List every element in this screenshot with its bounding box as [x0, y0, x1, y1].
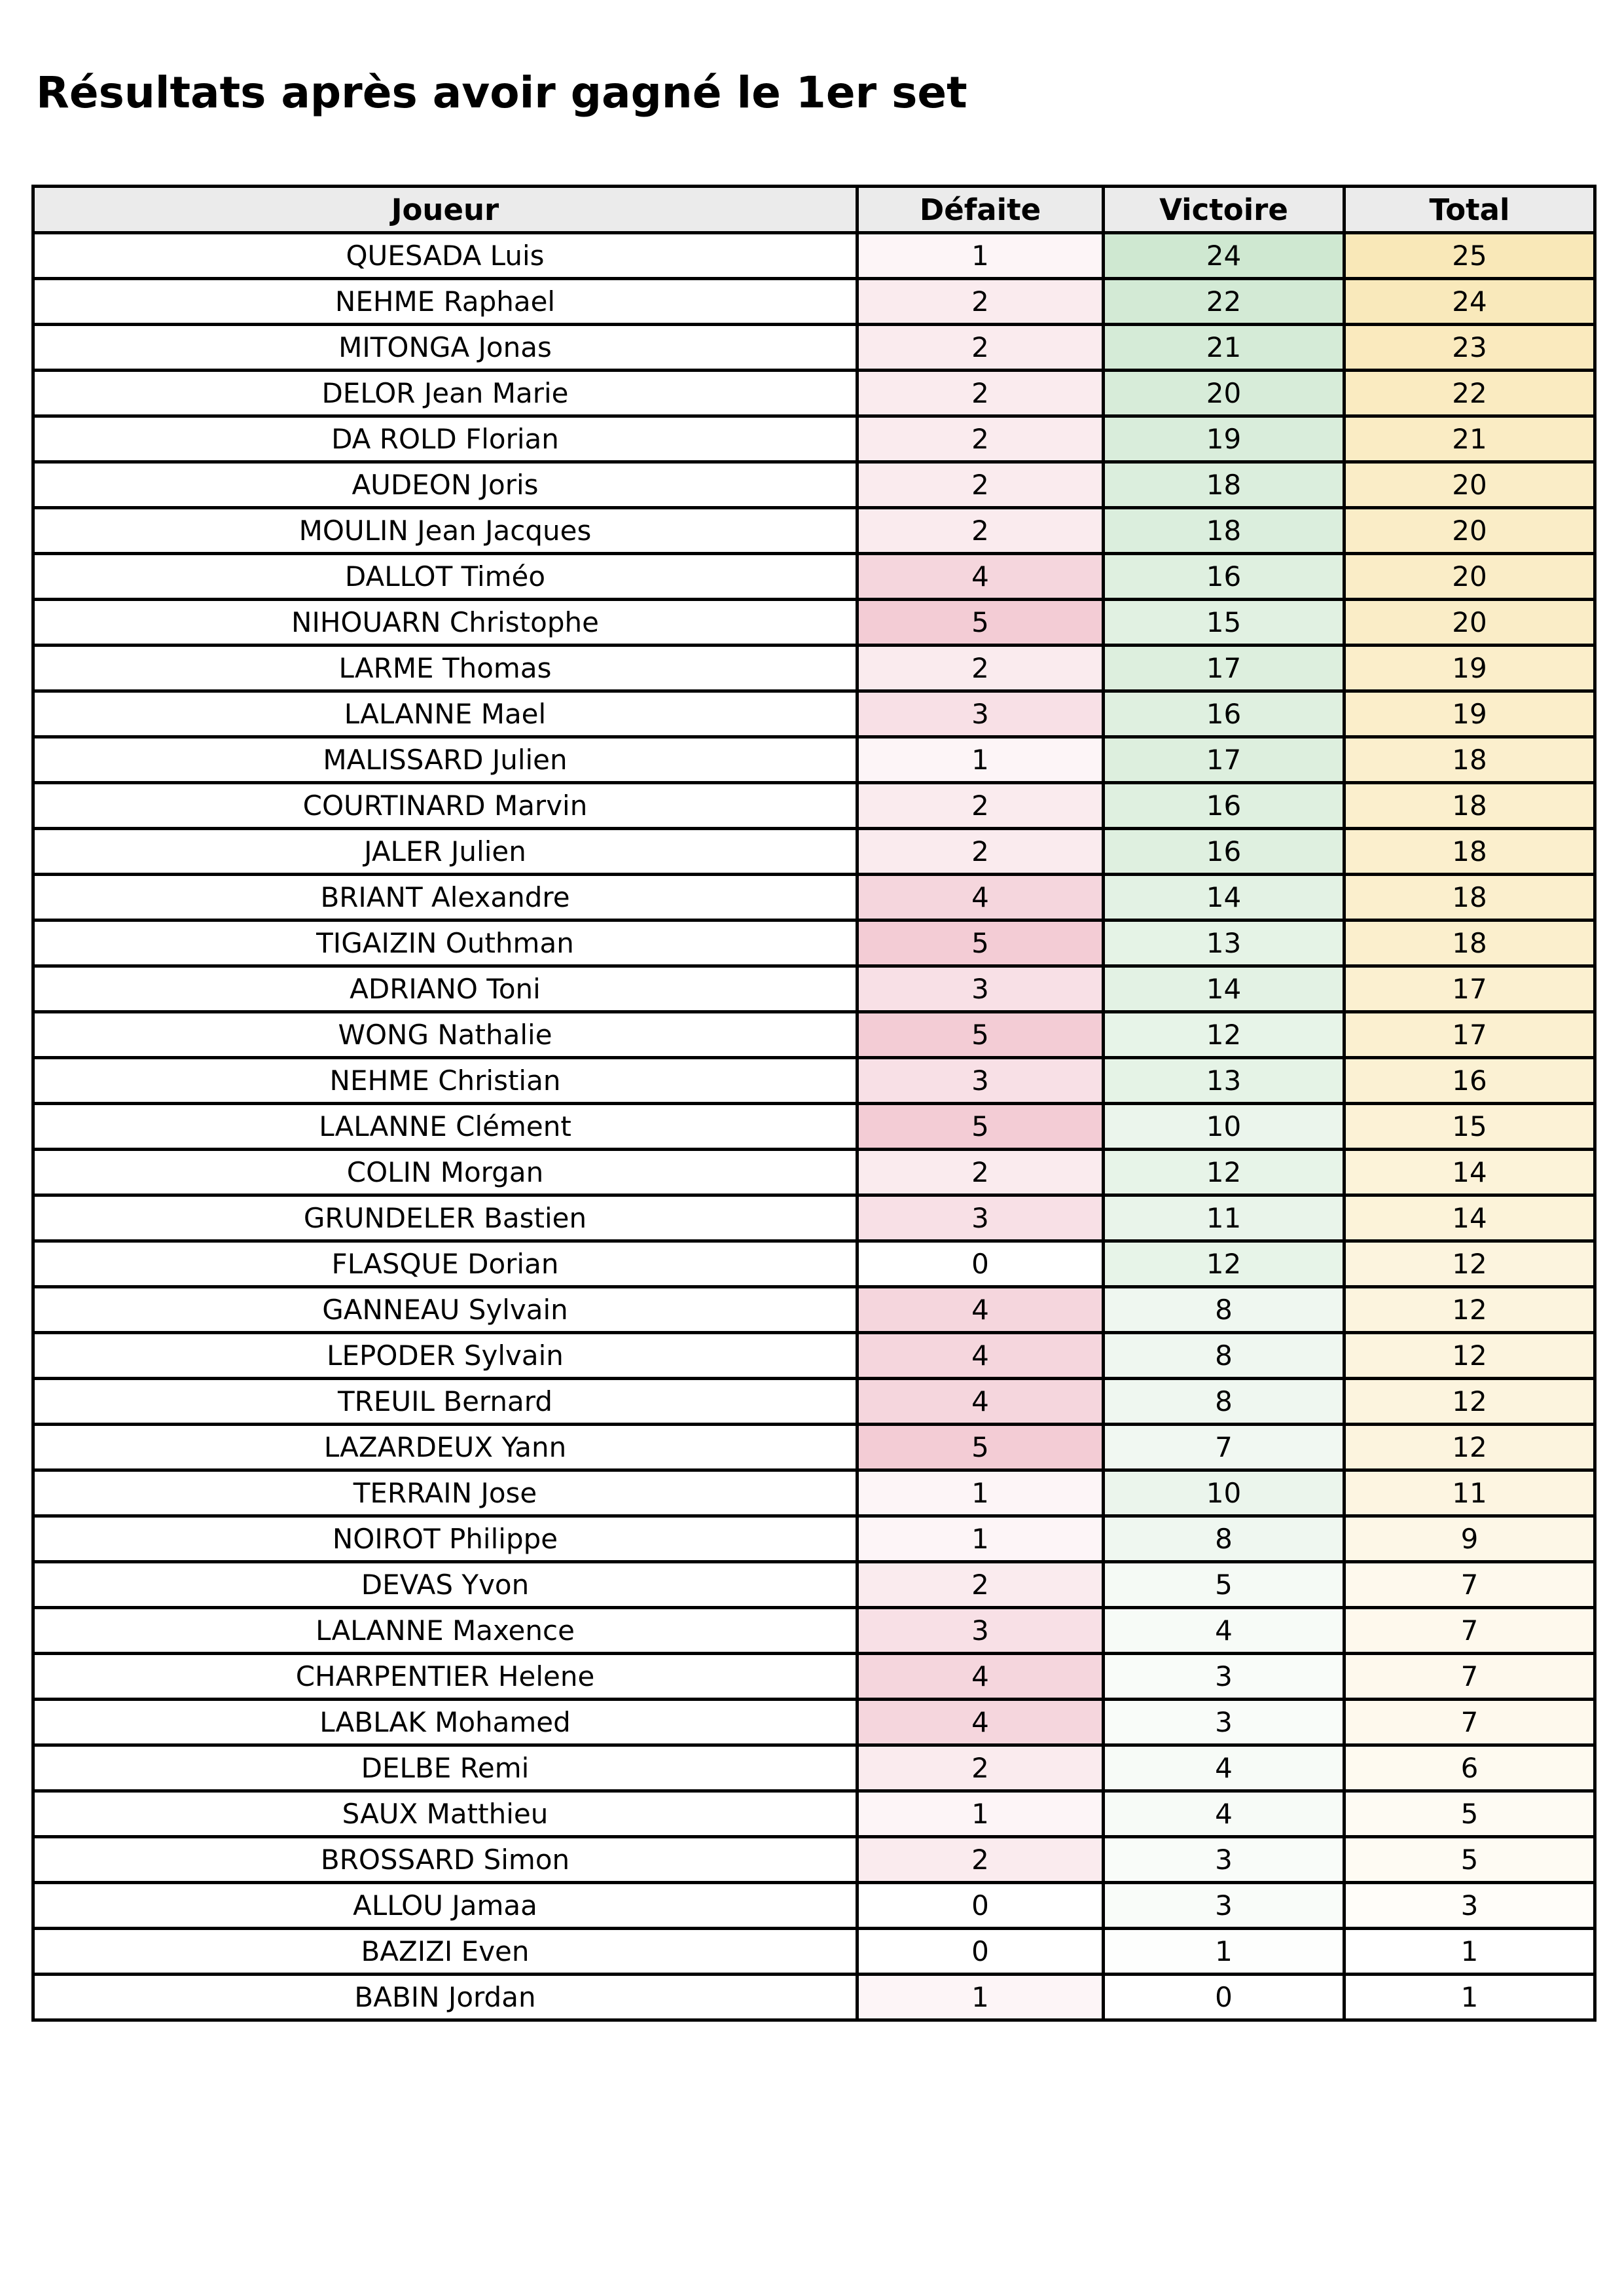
- defeat-cell: 2: [857, 508, 1104, 554]
- total-cell: 17: [1344, 966, 1595, 1012]
- victory-cell: 17: [1104, 737, 1344, 783]
- player-name-cell: QUESADA Luis: [33, 233, 857, 279]
- table-row: [33, 371, 1595, 416]
- table-row: [33, 1287, 1595, 1333]
- victory-cell: 12: [1104, 1012, 1344, 1058]
- total-cell: 25: [1344, 233, 1595, 279]
- defeat-cell: 5: [857, 1425, 1104, 1470]
- defeat-cell: 4: [857, 1333, 1104, 1379]
- victory-cell: 3: [1104, 1837, 1344, 1883]
- victory-cell: 10: [1104, 1470, 1344, 1516]
- total-cell: 20: [1344, 600, 1595, 646]
- defeat-cell: 1: [857, 1791, 1104, 1837]
- victory-cell: 16: [1104, 783, 1344, 829]
- results-table: [31, 185, 1597, 2022]
- total-cell: 18: [1344, 920, 1595, 966]
- player-name-cell: DEVAS Yvon: [33, 1562, 857, 1608]
- defeat-cell: 2: [857, 829, 1104, 875]
- defeat-cell: 2: [857, 325, 1104, 371]
- total-cell: 12: [1344, 1425, 1595, 1470]
- total-cell: 20: [1344, 508, 1595, 554]
- table-row: [33, 1379, 1595, 1425]
- total-cell: 12: [1344, 1241, 1595, 1287]
- defeat-cell: 2: [857, 279, 1104, 325]
- player-name-cell: BABIN Jordan: [33, 1975, 857, 2020]
- total-cell: 14: [1344, 1150, 1595, 1195]
- table-row: [33, 1012, 1595, 1058]
- table-row: [33, 1929, 1595, 1975]
- defeat-cell: 1: [857, 1470, 1104, 1516]
- table-row: [33, 1470, 1595, 1516]
- defeat-cell: 2: [857, 371, 1104, 416]
- player-name-cell: LEPODER Sylvain: [33, 1333, 857, 1379]
- player-name-cell: LALANNE Clément: [33, 1104, 857, 1150]
- victory-cell: 22: [1104, 279, 1344, 325]
- table-row: [33, 829, 1595, 875]
- table-row: [33, 875, 1595, 920]
- defeat-cell: 2: [857, 416, 1104, 462]
- player-name-cell: NIHOUARN Christophe: [33, 600, 857, 646]
- victory-cell: 0: [1104, 1975, 1344, 2020]
- total-cell: 24: [1344, 279, 1595, 325]
- defeat-cell: 2: [857, 1837, 1104, 1883]
- defeat-cell: 1: [857, 233, 1104, 279]
- defeat-cell: 0: [857, 1883, 1104, 1929]
- defeat-cell: 1: [857, 737, 1104, 783]
- column-header-joueur: Joueur: [33, 187, 857, 233]
- total-cell: 7: [1344, 1562, 1595, 1608]
- victory-cell: 5: [1104, 1562, 1344, 1608]
- player-name-cell: LAZARDEUX Yann: [33, 1425, 857, 1470]
- player-name-cell: DA ROLD Florian: [33, 416, 857, 462]
- player-name-cell: NEHME Christian: [33, 1058, 857, 1104]
- table-row: [33, 1654, 1595, 1700]
- defeat-cell: 4: [857, 554, 1104, 600]
- defeat-cell: 4: [857, 1700, 1104, 1745]
- defeat-cell: 4: [857, 1654, 1104, 1700]
- victory-cell: 15: [1104, 600, 1344, 646]
- total-cell: 12: [1344, 1379, 1595, 1425]
- column-header-total: Total: [1344, 187, 1595, 233]
- table-row: [33, 1425, 1595, 1470]
- total-cell: 9: [1344, 1516, 1595, 1562]
- victory-cell: 4: [1104, 1745, 1344, 1791]
- victory-cell: 21: [1104, 325, 1344, 371]
- victory-cell: 17: [1104, 646, 1344, 691]
- total-cell: 20: [1344, 462, 1595, 508]
- player-name-cell: WONG Nathalie: [33, 1012, 857, 1058]
- total-cell: 20: [1344, 554, 1595, 600]
- victory-cell: 4: [1104, 1791, 1344, 1837]
- table-row: [33, 416, 1595, 462]
- player-name-cell: MALISSARD Julien: [33, 737, 857, 783]
- table-row: [33, 1195, 1595, 1241]
- table-row: [33, 1745, 1595, 1791]
- player-name-cell: BROSSARD Simon: [33, 1837, 857, 1883]
- table-row: [33, 737, 1595, 783]
- table-row: [33, 1333, 1595, 1379]
- player-name-cell: NOIROT Philippe: [33, 1516, 857, 1562]
- table-row: [33, 1104, 1595, 1150]
- victory-cell: 1: [1104, 1929, 1344, 1975]
- defeat-cell: 2: [857, 783, 1104, 829]
- table-row: [33, 920, 1595, 966]
- victory-cell: 14: [1104, 875, 1344, 920]
- victory-cell: 16: [1104, 829, 1344, 875]
- defeat-cell: 3: [857, 691, 1104, 737]
- victory-cell: 16: [1104, 691, 1344, 737]
- player-name-cell: MOULIN Jean Jacques: [33, 508, 857, 554]
- defeat-cell: 4: [857, 1287, 1104, 1333]
- total-cell: 5: [1344, 1837, 1595, 1883]
- player-name-cell: NEHME Raphael: [33, 279, 857, 325]
- defeat-cell: 2: [857, 646, 1104, 691]
- player-name-cell: BAZIZI Even: [33, 1929, 857, 1975]
- defeat-cell: 5: [857, 600, 1104, 646]
- player-name-cell: TERRAIN Jose: [33, 1470, 857, 1516]
- defeat-cell: 5: [857, 1104, 1104, 1150]
- defeat-cell: 2: [857, 1150, 1104, 1195]
- table-row: [33, 1700, 1595, 1745]
- total-cell: 7: [1344, 1700, 1595, 1745]
- total-cell: 5: [1344, 1791, 1595, 1837]
- table-row: [33, 600, 1595, 646]
- total-cell: 23: [1344, 325, 1595, 371]
- victory-cell: 18: [1104, 462, 1344, 508]
- table-row: [33, 554, 1595, 600]
- table-row: [33, 1150, 1595, 1195]
- table-row: [33, 1608, 1595, 1654]
- defeat-cell: 3: [857, 1608, 1104, 1654]
- total-cell: 19: [1344, 691, 1595, 737]
- player-name-cell: ADRIANO Toni: [33, 966, 857, 1012]
- player-name-cell: CHARPENTIER Helene: [33, 1654, 857, 1700]
- total-cell: 14: [1344, 1195, 1595, 1241]
- victory-cell: 8: [1104, 1379, 1344, 1425]
- table-row: [33, 1516, 1595, 1562]
- victory-cell: 24: [1104, 233, 1344, 279]
- player-name-cell: LABLAK Mohamed: [33, 1700, 857, 1745]
- player-name-cell: DELBE Remi: [33, 1745, 857, 1791]
- victory-cell: 3: [1104, 1654, 1344, 1700]
- player-name-cell: LALANNE Mael: [33, 691, 857, 737]
- table-row: [33, 1883, 1595, 1929]
- defeat-cell: 2: [857, 1745, 1104, 1791]
- defeat-cell: 0: [857, 1241, 1104, 1287]
- total-cell: 18: [1344, 829, 1595, 875]
- player-name-cell: ALLOU Jamaa: [33, 1883, 857, 1929]
- defeat-cell: 1: [857, 1516, 1104, 1562]
- total-cell: 18: [1344, 875, 1595, 920]
- player-name-cell: SAUX Matthieu: [33, 1791, 857, 1837]
- player-name-cell: DALLOT Timéo: [33, 554, 857, 600]
- table-row: [33, 1562, 1595, 1608]
- total-cell: 1: [1344, 1929, 1595, 1975]
- player-name-cell: COLIN Morgan: [33, 1150, 857, 1195]
- total-cell: 3: [1344, 1883, 1595, 1929]
- table-row: [33, 1975, 1595, 2020]
- defeat-cell: 5: [857, 1012, 1104, 1058]
- table-body: [33, 233, 1595, 2020]
- table-row: [33, 233, 1595, 279]
- defeat-cell: 0: [857, 1929, 1104, 1975]
- victory-cell: 16: [1104, 554, 1344, 600]
- victory-cell: 13: [1104, 1058, 1344, 1104]
- table-row: [33, 783, 1595, 829]
- total-cell: 1: [1344, 1975, 1595, 2020]
- total-cell: 16: [1344, 1058, 1595, 1104]
- player-name-cell: MITONGA Jonas: [33, 325, 857, 371]
- victory-cell: 13: [1104, 920, 1344, 966]
- total-cell: 7: [1344, 1654, 1595, 1700]
- table-row: [33, 508, 1595, 554]
- victory-cell: 3: [1104, 1883, 1344, 1929]
- total-cell: 7: [1344, 1608, 1595, 1654]
- defeat-cell: 3: [857, 1058, 1104, 1104]
- defeat-cell: 3: [857, 966, 1104, 1012]
- total-cell: 12: [1344, 1287, 1595, 1333]
- total-cell: 18: [1344, 737, 1595, 783]
- player-name-cell: GRUNDELER Bastien: [33, 1195, 857, 1241]
- victory-cell: 11: [1104, 1195, 1344, 1241]
- defeat-cell: 2: [857, 462, 1104, 508]
- player-name-cell: LALANNE Maxence: [33, 1608, 857, 1654]
- table-row: [33, 325, 1595, 371]
- player-name-cell: JALER Julien: [33, 829, 857, 875]
- table-row: [33, 1791, 1595, 1837]
- player-name-cell: COURTINARD Marvin: [33, 783, 857, 829]
- defeat-cell: 1: [857, 1975, 1104, 2020]
- defeat-cell: 3: [857, 1195, 1104, 1241]
- table-row: [33, 691, 1595, 737]
- player-name-cell: AUDEON Joris: [33, 462, 857, 508]
- player-name-cell: GANNEAU Sylvain: [33, 1287, 857, 1333]
- player-name-cell: BRIANT Alexandre: [33, 875, 857, 920]
- total-cell: 21: [1344, 416, 1595, 462]
- player-name-cell: TIGAIZIN Outhman: [33, 920, 857, 966]
- victory-cell: 19: [1104, 416, 1344, 462]
- total-cell: 12: [1344, 1333, 1595, 1379]
- victory-cell: 4: [1104, 1608, 1344, 1654]
- total-cell: 11: [1344, 1470, 1595, 1516]
- victory-cell: 8: [1104, 1287, 1344, 1333]
- header-row: [33, 187, 1595, 233]
- table-row: [33, 1837, 1595, 1883]
- total-cell: 17: [1344, 1012, 1595, 1058]
- victory-cell: 14: [1104, 966, 1344, 1012]
- total-cell: 19: [1344, 646, 1595, 691]
- victory-cell: 3: [1104, 1700, 1344, 1745]
- defeat-cell: 5: [857, 920, 1104, 966]
- player-name-cell: FLASQUE Dorian: [33, 1241, 857, 1287]
- defeat-cell: 4: [857, 875, 1104, 920]
- victory-cell: 12: [1104, 1150, 1344, 1195]
- table-header: [33, 187, 1595, 233]
- total-cell: 18: [1344, 783, 1595, 829]
- column-header-victoire: Victoire: [1104, 187, 1344, 233]
- table-row: [33, 1058, 1595, 1104]
- table-row: [33, 279, 1595, 325]
- player-name-cell: LARME Thomas: [33, 646, 857, 691]
- total-cell: 15: [1344, 1104, 1595, 1150]
- defeat-cell: 4: [857, 1379, 1104, 1425]
- total-cell: 22: [1344, 371, 1595, 416]
- victory-cell: 18: [1104, 508, 1344, 554]
- victory-cell: 12: [1104, 1241, 1344, 1287]
- victory-cell: 10: [1104, 1104, 1344, 1150]
- table-row: [33, 1241, 1595, 1287]
- victory-cell: 20: [1104, 371, 1344, 416]
- table-row: [33, 966, 1595, 1012]
- player-name-cell: TREUIL Bernard: [33, 1379, 857, 1425]
- page-title: Résultats après avoir gagné le 1er set: [36, 67, 967, 118]
- table-row: [33, 462, 1595, 508]
- column-header-defaite: Défaite: [857, 187, 1104, 233]
- player-name-cell: DELOR Jean Marie: [33, 371, 857, 416]
- victory-cell: 8: [1104, 1333, 1344, 1379]
- total-cell: 6: [1344, 1745, 1595, 1791]
- victory-cell: 7: [1104, 1425, 1344, 1470]
- defeat-cell: 2: [857, 1562, 1104, 1608]
- table-row: [33, 646, 1595, 691]
- victory-cell: 8: [1104, 1516, 1344, 1562]
